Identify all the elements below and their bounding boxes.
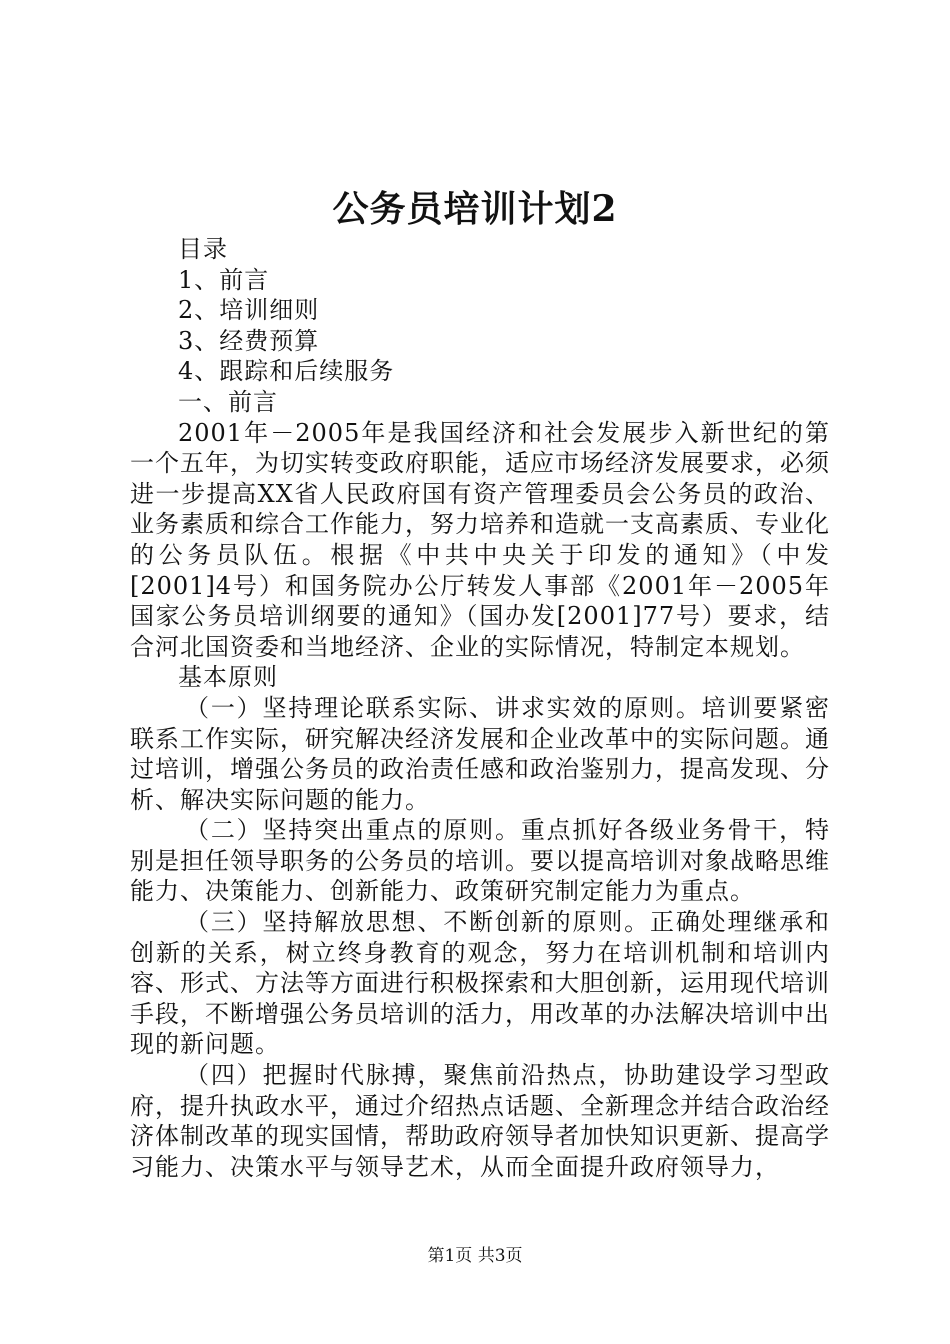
principles-heading: 基本原则	[178, 663, 278, 692]
principle-paragraph: （四）把握时代脉搏，聚焦前沿热点，协助建设学习型政府，提升执政水平，通过介绍热点话题、全新理念并结合政治经济体制改革的现实国情，帮助政府领导者加快知识更新、提高学习能力、决策水平与领导艺术，从而全面提升政府领导力，	[130, 1061, 830, 1181]
page-footer: 第1页 共3页	[427, 1246, 523, 1266]
toc-item: 4、跟踪和后续服务	[178, 357, 395, 386]
section-heading: 一、前言	[178, 387, 278, 416]
toc-item: 2、培训细则	[178, 296, 320, 325]
principle-paragraph: （二）坚持突出重点的原则。重点抓好各级业务骨干，特别是担任领导职务的公务员的培训。要以提高培训对象战略思维能力、决策能力、创新能力、政策研究制定能力为重点。	[130, 816, 830, 906]
toc-item: 3、经费预算	[178, 326, 320, 355]
document-body	[130, 234, 830, 1182]
intro-paragraph: 2001年－2005年是我国经济和社会发展步入新世纪的第一个五年，为切实转变政府职能，适应市场经济发展要求，必须进一步提高XX省人民政府国有资产管理委员会公务员的政治、业务素质和综合工作能力，努力培养和造就一支高素质、专业化的公务员队伍。根据《中共中央关于印发的通知》（中发[2001]4号）和国务院办公厅转发人事部《2001年－2005年国家公务员培训纲要的通知》（国办发[2001]77号）要求，结合河北国资委和当地经济、企业的实际情况，特制定本规划。	[130, 418, 830, 661]
principle-paragraph: （三）坚持解放思想、不断创新的原则。正确处理继承和创新的关系，树立终身教育的观念，努力在培训机制和培训内容、形式、方法等方面进行积极探索和大胆创新，运用现代培训手段，不断增强公务员培训的活力，用改革的办法解决培训中出现的新问题。	[130, 908, 830, 1059]
toc-heading: 目录	[178, 235, 228, 263]
principle-paragraph: （一）坚持理论联系实际、讲求实效的原则。培训要紧密联系工作实际，研究解决经济发展和企业改革中的实际问题。通过培训，增强公务员的政治责任感和政治鉴别力，提高发现、分析、解决实际问题的能力。	[130, 693, 830, 814]
toc-item: 1、前言	[178, 265, 270, 294]
document-title: 公务员培训计划2	[332, 188, 618, 230]
